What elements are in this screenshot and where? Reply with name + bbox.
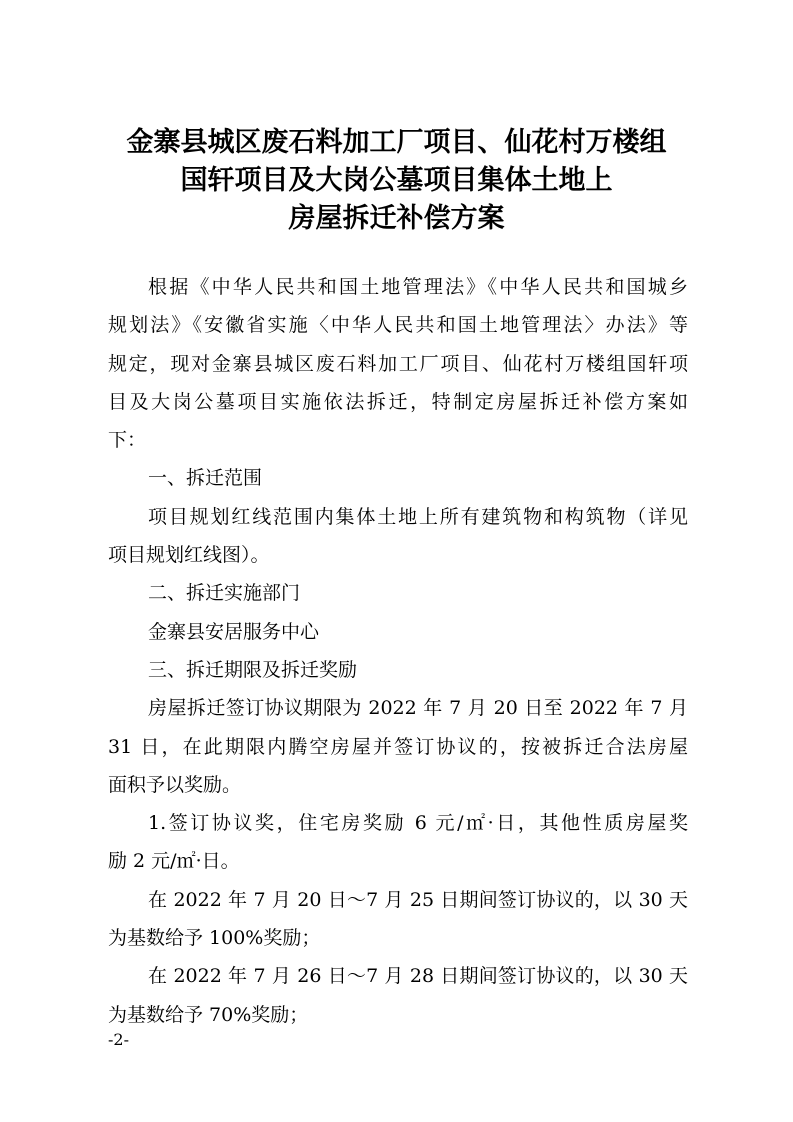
- tier2-line: 为基数给予 70%奖励；: [108, 1003, 309, 1026]
- period-line: 房屋拆迁签订协议期限为 2022 年 7 月 20 日至 2022 年 7 月: [148, 697, 688, 720]
- document-title: [100, 124, 693, 238]
- intro-line: 规划法》《安徽省实施〈中华人民共和国土地管理法〉办法》等: [108, 314, 688, 337]
- title-line-3: 房屋拆迁补偿方案: [288, 203, 505, 234]
- document-body: [108, 268, 688, 1034]
- section1-line: 项目规划红线范围内集体土地上所有建筑物和构筑物（详见: [148, 505, 688, 528]
- reward-line: 1.签订协议奖，住宅房奖励 6 元/㎡·日，其他性质房屋奖: [148, 812, 688, 835]
- intro-line: 目及大岗公墓项目实施依法拆迁，特制定房屋拆迁补偿方案如: [108, 390, 688, 413]
- page-number: -2-: [108, 1030, 129, 1049]
- intro-line: 下：: [108, 429, 147, 452]
- title-line-2: 国轩项目及大岗公墓项目集体土地上: [180, 165, 613, 196]
- intro-line: 规定，现对金寨县城区废石料加工厂项目、仙花村万楼组国轩项: [108, 352, 688, 375]
- tier1-line: 在 2022 年 7 月 20 日～7 月 25 日期间签订协议的，以 30 天: [148, 888, 688, 911]
- section-heading: 一、拆迁范围: [148, 467, 263, 490]
- period-line: 面积予以奖励。: [108, 773, 242, 796]
- tier2-line: 在 2022 年 7 月 26 日～7 月 28 日期间签订协议的，以 30 天: [148, 965, 688, 988]
- section-heading: 三、拆迁期限及拆迁奖励: [148, 658, 358, 681]
- reward-line: 励 2 元/㎡·日。: [108, 850, 240, 873]
- section2-line: 金寨县安居服务中心: [148, 620, 320, 643]
- tier1-line: 为基数给予 100%奖励；: [108, 927, 321, 950]
- section1-line: 项目规划红线图）。: [108, 544, 270, 567]
- period-line: 31 日，在此期限内腾空房屋并签订协议的，按被拆迁合法房屋: [108, 735, 688, 758]
- intro-line: 根据《中华人民共和国土地管理法》《中华人民共和国城乡: [148, 276, 688, 298]
- section-heading: 二、拆迁实施部门: [148, 582, 301, 605]
- title-line-1: 金寨县城区废石料加工厂项目、仙花村万楼组: [126, 127, 667, 158]
